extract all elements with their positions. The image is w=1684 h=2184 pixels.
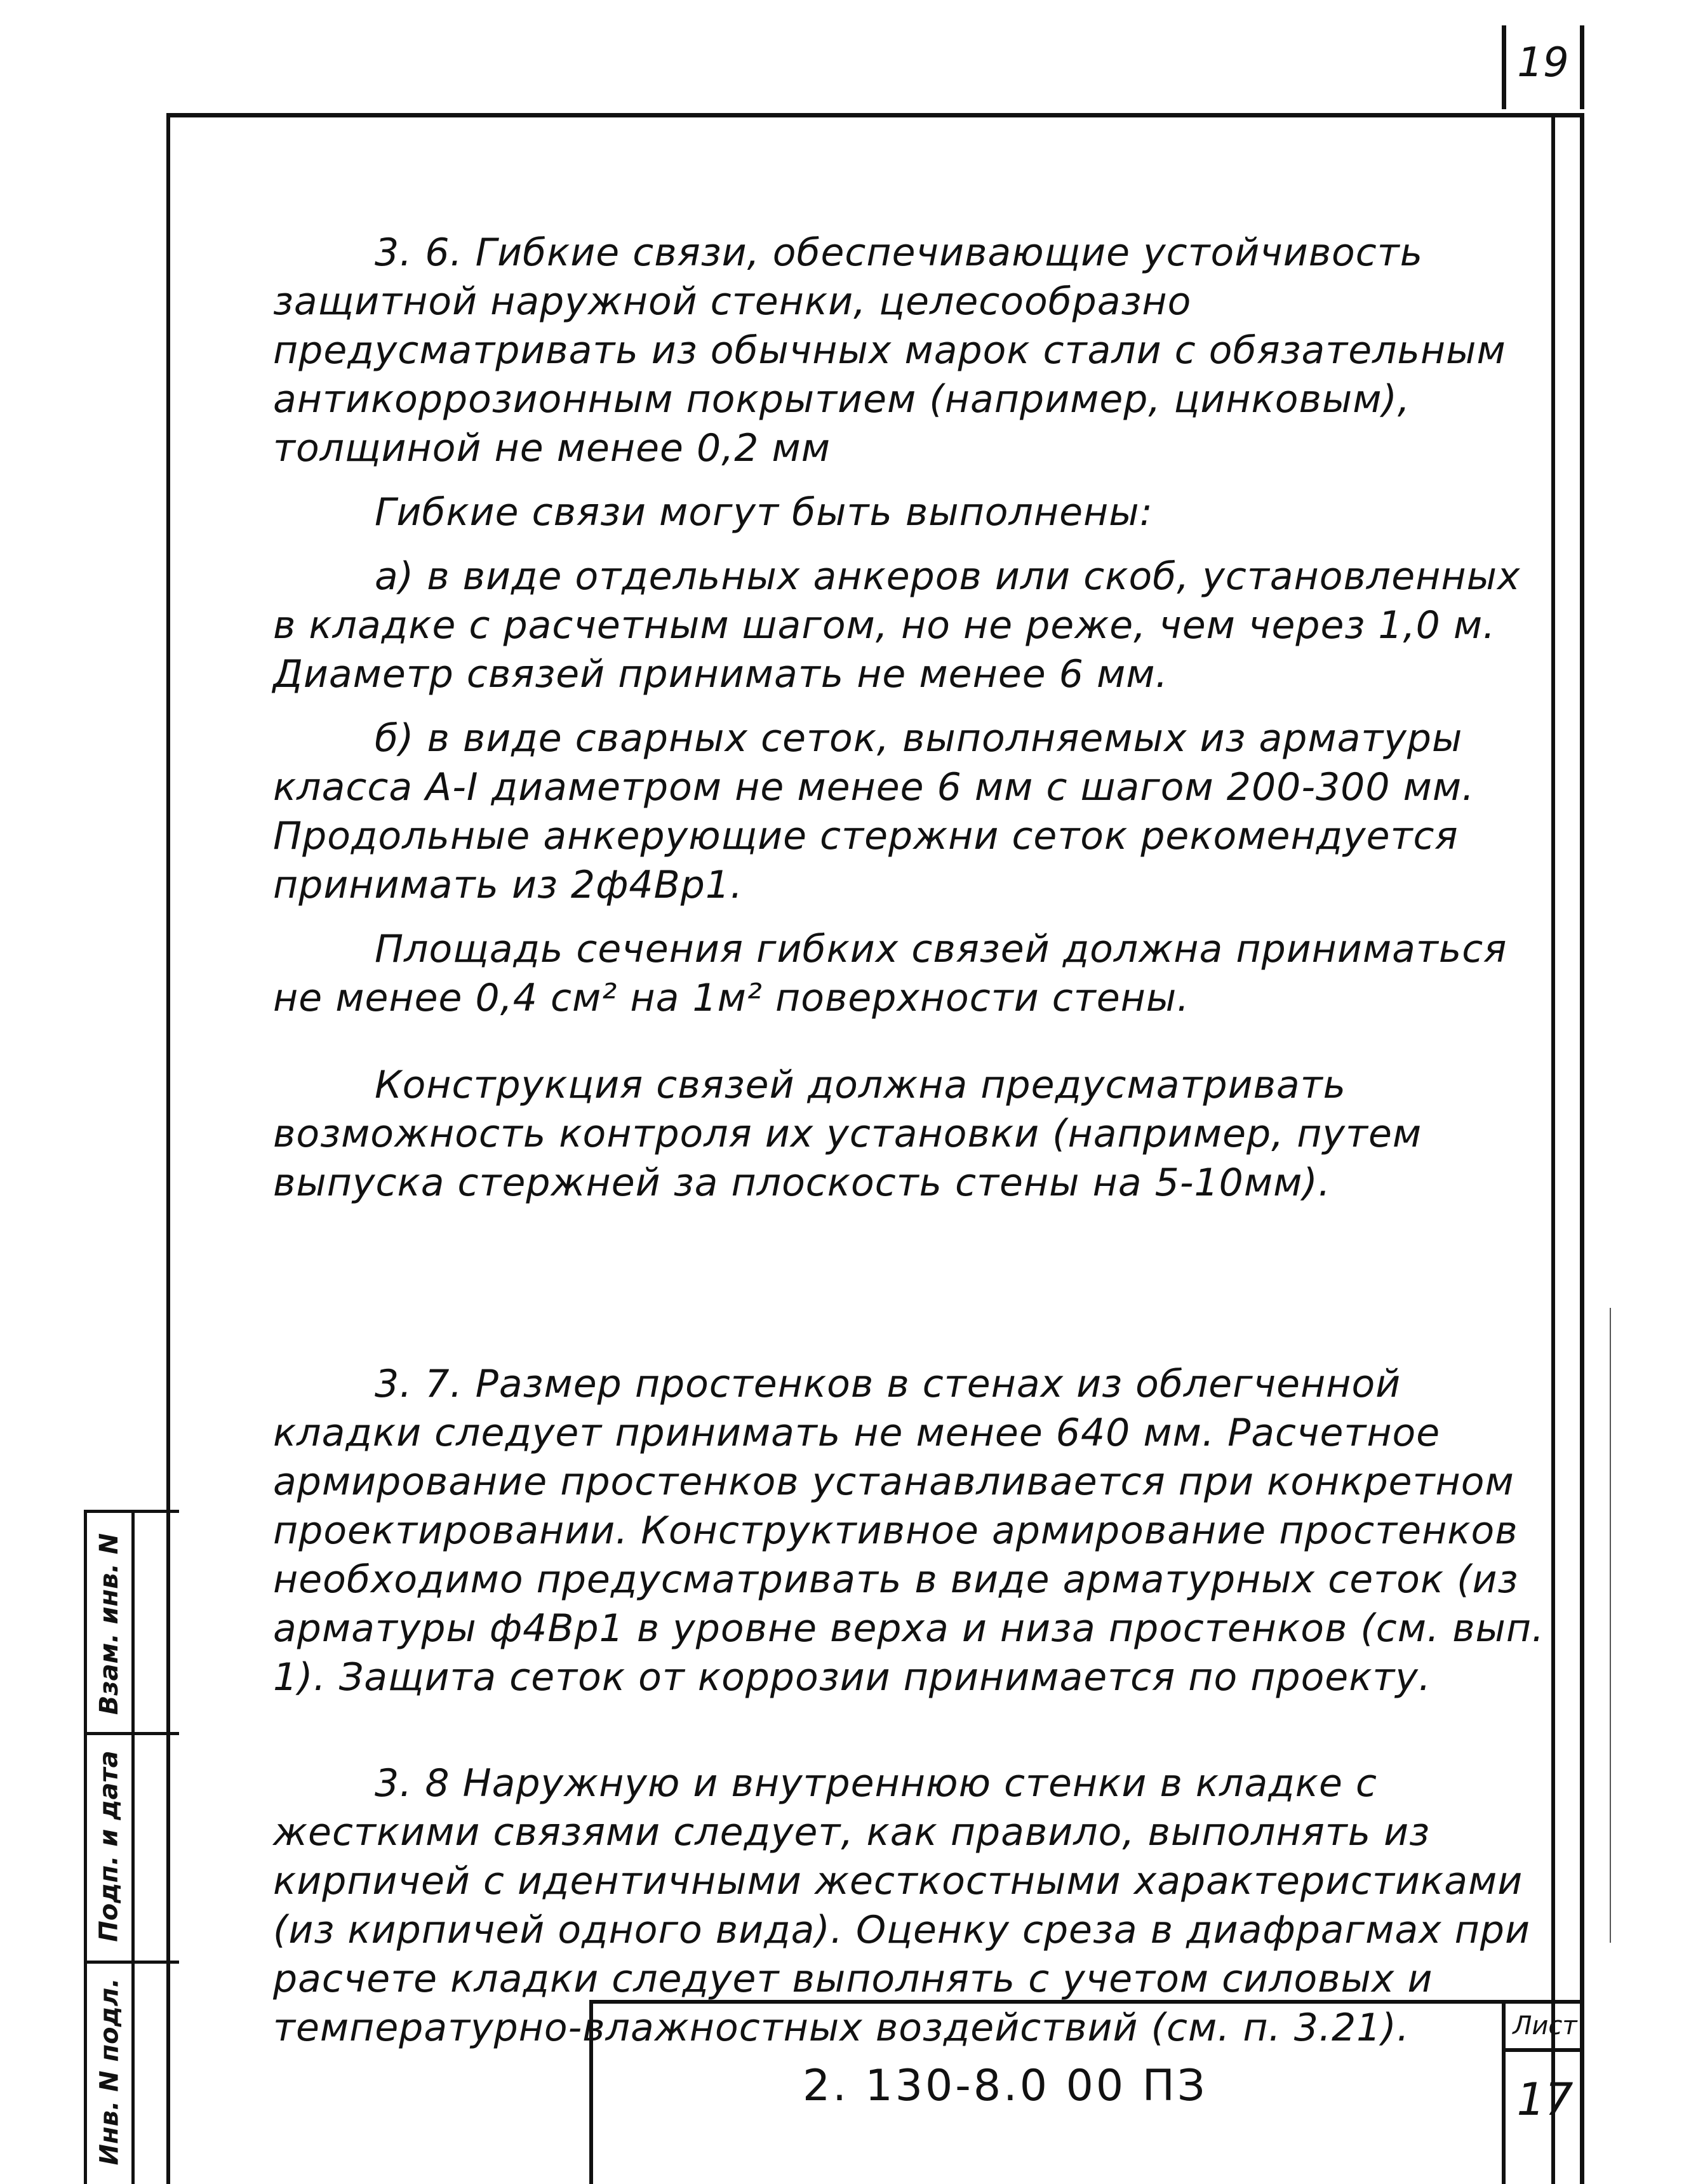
stamp-podp-data: Подп. и дата <box>95 1750 124 1942</box>
margin-line <box>1610 1308 1611 1943</box>
page-number-box <box>1502 25 1584 109</box>
title-block <box>589 2000 1584 2184</box>
paragraph-3-8: 3. 8 Наружную и внутреннюю стенки в кладке с жесткими связями следует, как правило, выполнять из кирпичей с идентичными жесткостными характеристиками (из кирпичей одного вида). Оценку среза в диафрагмах при расчете кладки следует выполнять с учетом силовых и температурно-влажностных воздействий (см. п. 3.21). <box>273 1761 1530 2050</box>
paragraph-3-6: 3. 6. Гибкие связи, обеспечивающие устойчивость защитной наружной стенки, целесообразно предусматривать из обычных марок стали с обязательным антикоррозионным покрытием (например, цинковым), толщиной не менее 0,2 мм <box>273 230 1506 470</box>
sheet-cell <box>1502 2004 1584 2184</box>
paragraph-flexible-ties-intro: Гибкие связи могут быть выполнены: <box>375 490 1153 535</box>
stamp-vertical-line <box>131 1513 135 2184</box>
page-number: 19 <box>1517 39 1569 86</box>
document-body <box>273 229 1556 2068</box>
paragraph-item-b: б) в виде сварных сеток, выполняемых из арматуры класса А-I диаметром не менее 6 мм с шагом 200-300 мм. Продольные анкерующие стержни сеток рекомендуется принимать из 2ф4Вр1. <box>273 716 1475 907</box>
paragraph-item-a: а) в виде отдельных анкеров или скоб, установленных в кладке с расчетным шагом, но не реже, чем через 1,0 м. Диаметр связей принимать не менее 6 мм. <box>273 554 1521 696</box>
sheet-label: Лист <box>1506 2008 1584 2052</box>
paragraph-3-7: 3. 7. Размер простенков в стенах из облегченной кладки следует принимать не менее 640 мм. Расчетное армирование простенков устанавливается при конкретном проектировании. Конструктивное армирование простенков необходимо предусматривать в виде арматурных сеток (из арматуры ф4Вр1 в уровне верха и низа простенков (см. вып. 1). Защита сеток от коррозии принимается по проекту. <box>273 1362 1545 1700</box>
paragraph-construction-control: Конструкция связей должна предусматривать возможность контроля их установки (например, путем выпуска стержней за плоскость стены на 5-10мм). <box>273 1063 1422 1205</box>
paragraph-section-area: Площадь сечения гибких связей должна приниматься не менее 0,4 см² на 1м² поверхности стены. <box>273 927 1507 1020</box>
document-designation: 2. 130-8.0 00 ПЗ <box>803 2061 1208 2111</box>
stamp-inv-podl: Инв. N подл. <box>95 1978 124 2166</box>
sheet-number: 17 <box>1516 2074 1574 2126</box>
stamp-vzam-inv: Взам. инв. N <box>95 1533 124 1715</box>
side-stamp <box>84 1510 179 2184</box>
